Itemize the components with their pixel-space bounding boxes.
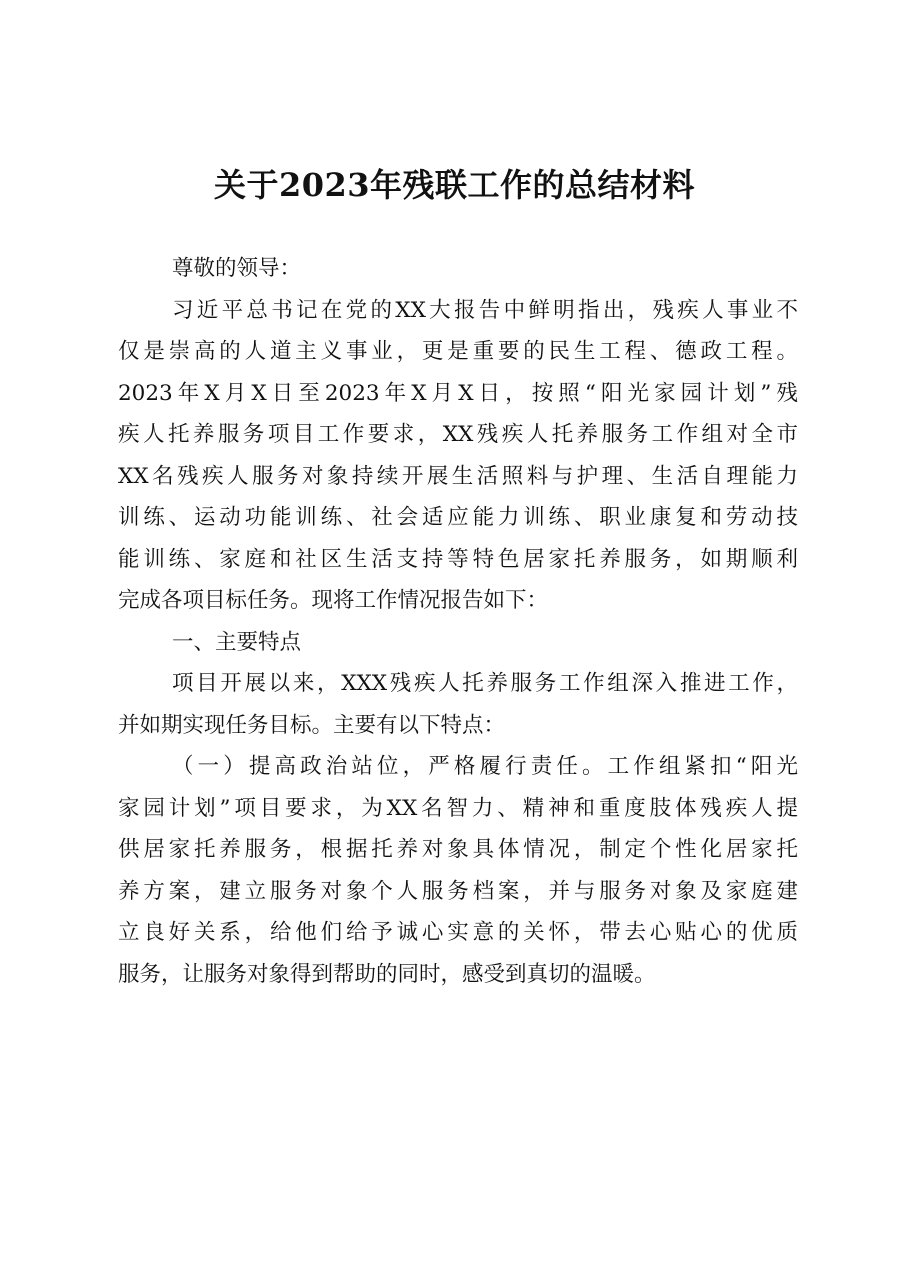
paragraph-line: 服务，让服务对象得到帮助的同时，感受到真切的温暖。: [118, 961, 656, 987]
paragraph-line: 习近平总书记在党的XX大报告中鲜明指出，残疾人事业不: [172, 297, 798, 323]
paragraph-line: 疾人托养服务项目工作要求，XX残疾人托养服务工作组对全市: [118, 422, 798, 447]
paragraph-line: （一）提高政治站位，严格履行责任。工作组紧扣“阳光: [172, 754, 798, 779]
paragraph-line: 仅是崇高的人道主义事业，更是重要的民生工程、德政工程。: [118, 339, 798, 364]
document-title: 关于2023年残联工作的总结材料: [213, 166, 696, 204]
paragraph-line: 项目开展以来，XXX残疾人托养服务工作组深入推进工作，: [172, 671, 798, 696]
paragraph-line: 立良好关系，给他们给予诚心实意的关怀，带去心贴心的优质: [118, 920, 798, 945]
paragraph-line: 2023年X月X日至2023年X月X日，按照“阳光家园计划”残: [118, 380, 798, 406]
paragraph-line: XX名残疾人服务对象持续开展生活照料与护理、生活自理能力: [118, 463, 798, 489]
document-body: [118, 248, 798, 995]
paragraph-line: 养方案，建立服务对象个人服务档案，并与服务对象及家庭建: [118, 878, 798, 904]
paragraph-line: 并如期实现任务目标。主要有以下特点：: [118, 712, 506, 738]
paragraph-line: 训练、运动功能训练、社会适应能力训练、职业康复和劳动技: [118, 505, 798, 530]
paragraph-line: 完成各项目标任务。现将工作情况报告如下：: [118, 588, 549, 613]
salutation: 尊敬的领导：: [172, 256, 302, 281]
paragraph-line: 供居家托养服务，根据托养对象具体情况，制定个性化居家托: [118, 837, 798, 862]
paragraph-line: 能训练、家庭和社区生活支持等特色居家托养服务，如期顺利: [118, 546, 798, 572]
paragraph-line: 家园计划”项目要求，为XX名智力、精神和重度肢体残疾人提: [118, 795, 798, 821]
section-heading: 一、主要特点: [172, 629, 302, 655]
